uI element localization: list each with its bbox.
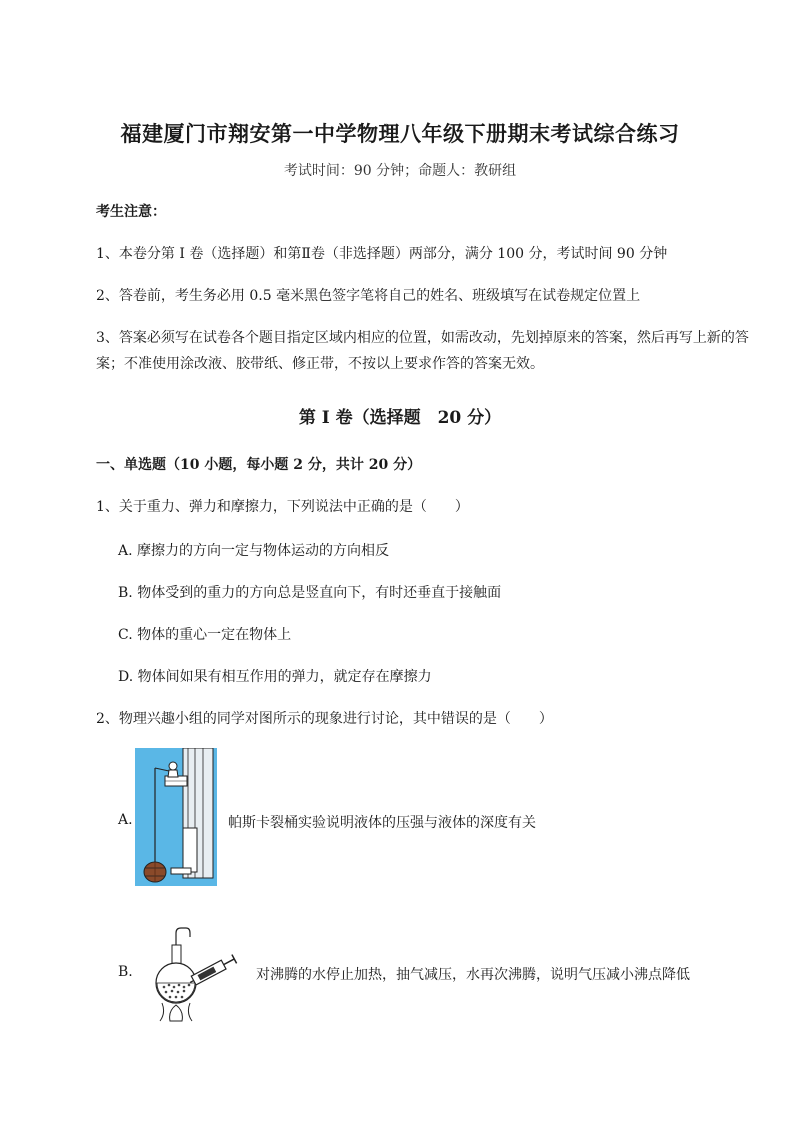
exam-info: 考试时间：90 分钟；命题人：教研组 [283, 163, 517, 179]
notice-item-1: 1、本卷分第 I 卷（选择题）和第Ⅱ卷（非选择题）两部分，满分 100 分，考试时间 90 分钟 [96, 246, 668, 262]
section-title: 第 I 卷（选择题 20 分） [298, 408, 502, 428]
part-heading: 一、单选题（10 小题，每小题 2 分，共计 20 分） [96, 457, 422, 473]
question-1-option-d: D. 物体间如果有相互作用的弹力，就定存在摩擦力 [118, 669, 432, 685]
question-2-option-a-label: A. [118, 812, 133, 828]
page-title: 福建厦门市翔安第一中学物理八年级下册期末考试综合练习 [120, 121, 680, 146]
question-2-option-b-label: B. [118, 964, 133, 980]
notice-heading: 考生注意： [96, 204, 166, 220]
boiling-flask-syringe-illustration [148, 925, 240, 1023]
question-1-option-a: A. 摩擦力的方向一定与物体运动的方向相反 [118, 543, 390, 559]
question-2-stem: 2、物理兴趣小组的同学对图所示的现象进行讨论，其中错误的是（ ） [96, 711, 553, 727]
question-2-option-a-text: 帕斯卡裂桶实验说明液体的压强与液体的深度有关 [228, 815, 536, 831]
notice-item-3: 3、答案必须写在试卷各个题目指定区域内相应的位置，如需改动，先划掉原来的答案，然后再写上新的答案；不准使用涂改液、胶带纸、修正带，不按以上要求作答的答案无效。 [96, 330, 749, 372]
question-2-option-b-text: 对沸腾的水停止加热，抽气减压，水再次沸腾，说明气压减小沸点降低 [256, 967, 690, 983]
question-1-option-c: C. 物体的重心一定在物体上 [118, 627, 292, 643]
question-1-stem: 1、关于重力、弹力和摩擦力，下列说法中正确的是（ ） [96, 499, 469, 515]
question-1-option-b: B. 物体受到的重力的方向总是竖直向下，有时还垂直于接触面 [118, 585, 502, 601]
notice-item-2: 2、答卷前，考生务必用 0.5 毫米黑色签字笔将自己的姓名、班级填写在试卷规定位置上 [96, 288, 641, 304]
pascal-barrel-illustration [135, 748, 217, 886]
